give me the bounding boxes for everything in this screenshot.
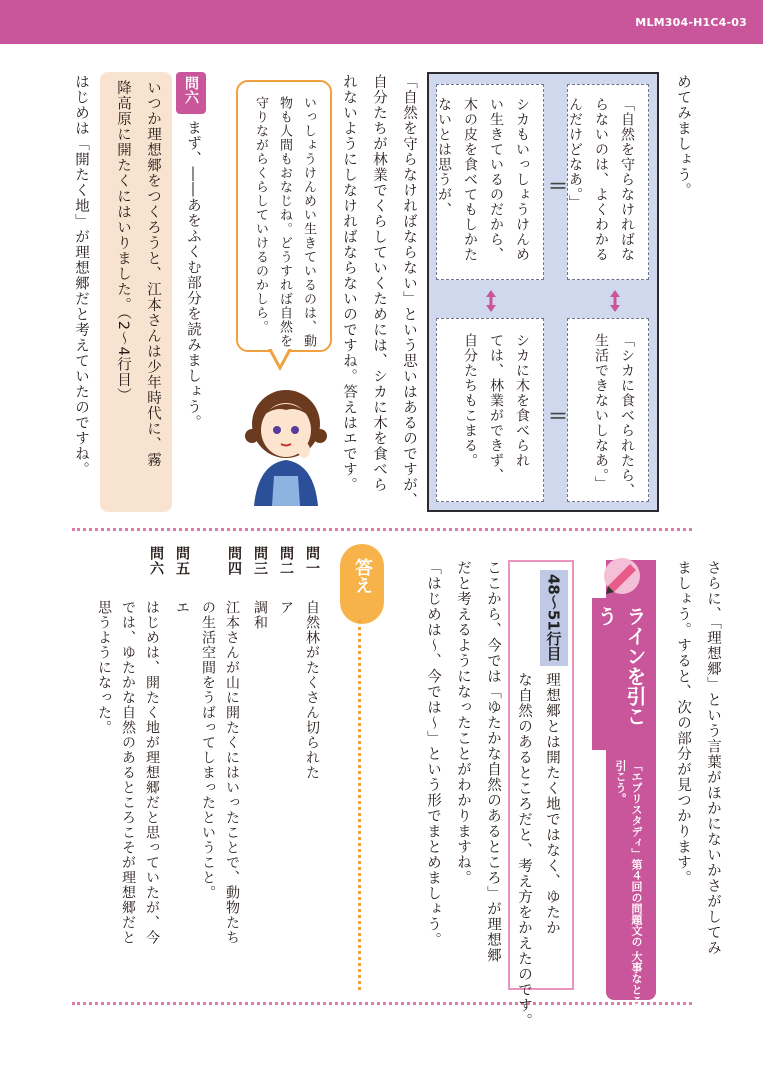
explain-box-2: [436, 318, 544, 502]
paragraph-further: さらに、「理想郷」という言葉がほかにないかさがしてみ ましょう。すると、次の部分が見つかります。: [675, 560, 721, 956]
answer-text: 自然林がたくさん切られた: [304, 600, 320, 780]
quote-block: いつか理想郷をつくろうと、江本さんは少年時代に、霧 降高原に開たくにはいりました。（2～4行目）: [115, 80, 161, 468]
question-6-label: 問六: [183, 76, 199, 104]
answers-title: 答え: [352, 558, 373, 594]
line-quote: 理想郷とは開たく地ではなく、ゆたか な自然のあるところだと、考え方をかえたのです。: [516, 672, 560, 1029]
speech-text: いっしょうけんめい生きているのは、動 物も人間もおなじね。どうすれば自然を 守りながらくらしていけるのかしら。: [253, 96, 316, 348]
speech-tail-inner: [271, 348, 289, 365]
explain-box-2-text: シカに木を食べられ ては、林業ができず、 自分たちもこまる。: [462, 333, 530, 483]
double-arrow-icon: [610, 290, 620, 312]
page-code: MLM304-H1C4-03: [635, 16, 747, 29]
answer-text: はじめは、開たく地が理想郷だと思っていたが、今 では、ゆたかな自然のあるところこそが理想郷だと 思うようになった。: [96, 600, 160, 945]
line-range: 48〜51行目: [544, 574, 563, 661]
answer-text: エ: [174, 600, 190, 615]
pencil-icon: [600, 556, 644, 596]
question-6-badge: [176, 72, 206, 114]
quote-box-1-text: 「自然を守らなければな らないのは、よくわかる んだけどなあ。」: [567, 97, 635, 262]
quote-box-1: [567, 84, 649, 280]
speech-bubble: [236, 80, 332, 352]
answer-text: 調和: [252, 600, 268, 630]
double-arrow-icon: [486, 290, 496, 312]
quote-box-2: [567, 318, 649, 502]
line-range-tag: [540, 570, 568, 666]
paragraph-conclusion: ここから、今では「ゆたかな自然のあるところ」が理想郷 だと考えるようになったことがわかりますね。 「はじめは〜、今では〜」という形でまとめましょう。: [425, 560, 501, 963]
section-divider: [72, 528, 692, 531]
answer-label: 問三: [252, 546, 268, 576]
answers-dotted-rule: [358, 620, 361, 990]
answer-label: 問二: [278, 546, 294, 576]
girl-illustration: [238, 380, 334, 506]
answer-label: 問五: [174, 546, 190, 576]
line-title-badge: [592, 598, 647, 750]
answer-text: 江本さんが山に開たくにはいったことで、動物たち の生活空間をうばってしまったということ。: [200, 600, 240, 945]
explain-box-1-text: シカもいっしょうけんめ い生きているのだから、 木の皮を食べてもしかた ないとは思うが、: [436, 97, 530, 262]
bottom-divider: [72, 1002, 692, 1005]
answer-text: ア: [278, 600, 294, 615]
intro-line: めてみましょう。: [675, 74, 691, 198]
quote-box-2-text: 「シカに食べられたら、 生活できないしなあ。」: [593, 333, 635, 498]
answer-label: 問六: [148, 546, 164, 576]
answer-label: 問四: [226, 546, 242, 576]
explain-box-1: [436, 84, 544, 280]
line-title: ラインを引こう: [594, 606, 647, 726]
main-paragraph: 「自然を守らなければならない」という思いはあるのですが、 自分たちが林業でくらしていくためには、シカに木を食べら れないようにしなければならないのですね。答えはエです。: [341, 74, 417, 508]
line-note: 「エブリスタディ」第４回の問題文の 大事なところにラインを引こう。: [614, 760, 643, 1072]
answers-badge: [340, 544, 384, 624]
answer-label: 問一: [304, 546, 320, 576]
after-quote: はじめは「開たく地」が理想郷だと考えていたのですね。: [73, 74, 89, 477]
equals-sign-2: ＝: [548, 404, 568, 428]
question-6-text: まず、――あをふくむ部分を読みましょう。: [185, 120, 201, 430]
equals-sign-1: ＝: [548, 174, 568, 198]
